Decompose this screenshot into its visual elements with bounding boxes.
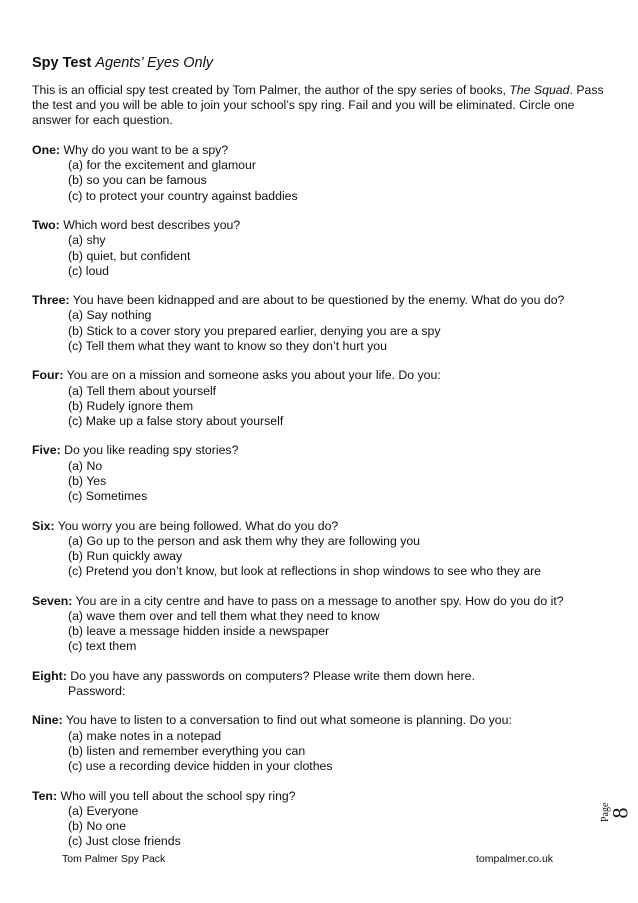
answer-option: (a) shy (68, 233, 106, 248)
question-number: Seven: (32, 593, 73, 608)
page-digit: 8 (607, 807, 633, 819)
question-line (32, 443, 617, 458)
question-block (32, 519, 617, 580)
answer-option: (b) Run quickly away (68, 548, 183, 563)
book-title: The Squad (509, 83, 570, 97)
answer-option: (a) Tell them about yourself (68, 383, 217, 398)
footer-right: tompalmer.co.uk (476, 853, 554, 865)
question-line (32, 669, 617, 684)
question-line (32, 293, 617, 308)
intro-text-before: This is an official spy test created by Tom Palmer, the author of the spy series of books, (32, 83, 510, 97)
answer-option: (b) Rudely ignore them (68, 398, 194, 413)
question-block (32, 293, 617, 354)
answer-option: (a) make notes in a notepad (68, 728, 222, 743)
answer-option: (c) to protect your country against baddies (68, 188, 298, 203)
question-block (32, 594, 617, 655)
answer-option: (a) wave them over and tell them what they need to know (68, 608, 380, 623)
question-text: Do you have any passwords on computers? Please write them down here. (70, 668, 475, 683)
question-line (32, 143, 617, 158)
question-block (32, 368, 617, 429)
question-block (32, 669, 617, 699)
question-text: Which word best describes you? (63, 218, 241, 233)
answer-option: (b) Yes (68, 473, 107, 488)
answer-option: (a) Everyone (68, 803, 139, 818)
question-line (32, 368, 617, 383)
answer-option: (c) use a recording device hidden in your clothes (68, 759, 333, 774)
question-text: Who will you tell about the school spy ring? (60, 788, 296, 803)
question-text: You are in a city centre and have to pass on a message to another spy. How do you do it? (75, 593, 564, 608)
title-main: Spy Test (32, 55, 92, 71)
question-line (32, 519, 617, 534)
page-word: Page (600, 802, 611, 822)
question-number: Three: (32, 293, 70, 308)
question-number: Two: (32, 218, 60, 233)
question-text: You have to listen to a conversation to find out what someone is planning. Do you: (65, 713, 512, 728)
question-number: Six: (32, 518, 55, 533)
question-block (32, 218, 617, 279)
intro-text-after: . Pass the test and you will be able to join your school’s spy ring. Fail and you will be eliminated. Circle one answer for each question. (32, 83, 604, 128)
answer-option: (a) Say nothing (68, 308, 152, 323)
question-number: Eight: (32, 668, 67, 683)
answer-option: (b) listen and remember everything you can (68, 743, 306, 758)
title-subtitle: Agents’ Eyes Only (95, 55, 214, 71)
question-number: Five: (32, 443, 61, 458)
question-block (32, 143, 617, 204)
answer-option: (a) for the excitement and glamour (68, 158, 256, 173)
answer-option: Password: (68, 683, 126, 698)
intro-paragraph (32, 83, 617, 129)
question-line (32, 218, 617, 233)
page-title (32, 54, 213, 72)
question-block (32, 443, 617, 504)
answer-option: (c) Just close friends (68, 834, 181, 849)
question-number: Four: (32, 368, 64, 383)
answer-option: (b) leave a message hidden inside a newspaper (68, 624, 330, 639)
question-text: Why do you want to be a spy? (63, 143, 229, 157)
answer-option: (c) Make up a false story about yourself (68, 413, 284, 428)
answer-option: (c) Pretend you don’t know, but look at reflections in shop windows to see who they are (68, 564, 542, 579)
question-block (32, 789, 617, 850)
page-number (598, 800, 638, 850)
answer-option: (c) Sometimes (68, 489, 148, 504)
question-line (32, 713, 617, 728)
question-number: Nine: (32, 713, 63, 728)
question-number: One: (32, 143, 61, 157)
answer-option: (b) quiet, but confident (68, 248, 191, 263)
question-line (32, 594, 617, 609)
answer-option: (c) text them (68, 639, 137, 654)
answer-option: (b) No one (68, 818, 127, 833)
answer-option: (b) so you can be famous (68, 173, 207, 188)
question-text: You are on a mission and someone asks you about your life. Do you: (66, 368, 441, 383)
answer-option: (a) Go up to the person and ask them why they are following you (68, 533, 421, 548)
question-line (32, 789, 617, 804)
question-block (32, 713, 617, 774)
answer-option: (b) Stick to a cover story you prepared earlier, denying you are a spy (68, 323, 441, 338)
question-number: Ten: (32, 788, 58, 803)
question-text: You worry you are being followed. What do you do? (57, 518, 339, 533)
question-text: You have been kidnapped and are about to be questioned by the enemy. What do you do? (72, 293, 565, 308)
answer-option: (c) loud (68, 263, 110, 278)
footer-left: Tom Palmer Spy Pack (62, 853, 166, 865)
answer-option: (a) No (68, 458, 103, 473)
answer-option: (c) Tell them what they want to know so they don’t hurt you (68, 338, 387, 353)
questions-list (32, 143, 617, 864)
question-text: Do you like reading spy stories? (64, 443, 239, 458)
